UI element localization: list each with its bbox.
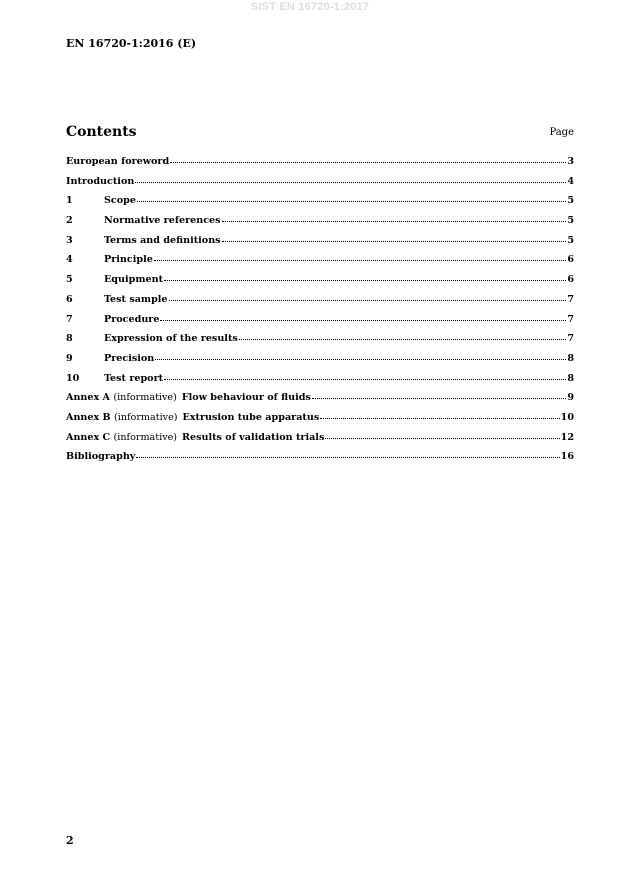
toc-entry-number: 2 bbox=[66, 215, 73, 227]
table-of-contents bbox=[66, 156, 574, 471]
toc-annex-label bbox=[66, 432, 182, 443]
toc-leader-dots bbox=[325, 435, 559, 439]
toc-entry-equipment[interactable] bbox=[66, 274, 574, 294]
annex-qualifier: (informative) bbox=[113, 431, 178, 443]
contents-heading: Contents bbox=[66, 124, 137, 140]
toc-entry-number: 9 bbox=[66, 352, 73, 364]
toc-leader-dots bbox=[170, 159, 566, 163]
toc-entry-introduction[interactable] bbox=[66, 176, 574, 196]
page-number: 2 bbox=[66, 834, 74, 847]
toc-leader-dots bbox=[137, 198, 566, 202]
toc-entry-page: 6 bbox=[567, 254, 574, 266]
toc-leader-dots bbox=[135, 179, 566, 183]
toc-leader-dots bbox=[320, 415, 559, 419]
toc-entry-page: 7 bbox=[567, 333, 574, 345]
toc-entry-page: 5 bbox=[567, 195, 574, 207]
annex-id: Annex A bbox=[66, 392, 111, 404]
annex-id: Annex C bbox=[66, 431, 111, 443]
toc-entry-principle[interactable] bbox=[66, 254, 574, 274]
toc-annex-label bbox=[66, 412, 183, 423]
page-column-label: Page bbox=[549, 127, 574, 138]
toc-entry-title: Extrusion tube apparatus bbox=[182, 411, 320, 423]
toc-entry-number: 10 bbox=[66, 372, 80, 384]
toc-leader-dots bbox=[169, 297, 567, 301]
toc-entry-title: Test report bbox=[104, 372, 164, 384]
toc-entry-number: 1 bbox=[66, 195, 73, 207]
toc-entry-number: 3 bbox=[66, 234, 73, 246]
toc-entry-title: Bibliography bbox=[66, 451, 136, 463]
toc-entry-page: 5 bbox=[567, 215, 574, 227]
toc-leader-dots bbox=[239, 336, 567, 340]
toc-entry-foreword[interactable] bbox=[66, 156, 574, 176]
toc-leader-dots bbox=[222, 218, 567, 222]
toc-entry-page: 9 bbox=[567, 392, 574, 404]
toc-leader-dots bbox=[155, 356, 566, 360]
toc-leader-dots bbox=[164, 376, 566, 380]
toc-leader-dots bbox=[164, 277, 566, 281]
toc-entry-scope[interactable] bbox=[66, 195, 574, 215]
toc-entry-number: 7 bbox=[66, 313, 73, 325]
toc-entry-expression-of-results[interactable] bbox=[66, 333, 574, 353]
toc-entry-page: 5 bbox=[567, 234, 574, 246]
toc-entry-page: 3 bbox=[567, 156, 574, 167]
toc-entry-procedure[interactable] bbox=[66, 314, 574, 334]
annex-id: Annex B bbox=[66, 411, 111, 423]
toc-entry-page: 16 bbox=[560, 451, 574, 463]
toc-leader-dots bbox=[136, 454, 559, 458]
document-header: EN 16720-1:2016 (E) bbox=[66, 37, 197, 50]
toc-leader-dots bbox=[312, 395, 566, 399]
toc-entry-title: Terms and definitions bbox=[104, 234, 221, 246]
toc-entry-annex-c[interactable] bbox=[66, 432, 574, 452]
toc-entry-title: Flow behaviour of fluids bbox=[181, 392, 311, 404]
toc-entry-title: Normative references bbox=[104, 215, 221, 227]
watermark: SIST EN 16720-1:2017 bbox=[250, 1, 370, 13]
toc-entry-number: 4 bbox=[66, 254, 73, 266]
toc-entry-page: 8 bbox=[567, 372, 574, 384]
toc-entry-title: Procedure bbox=[104, 313, 160, 325]
toc-entry-title: Scope bbox=[104, 195, 136, 207]
toc-entry-page: 7 bbox=[567, 293, 574, 305]
toc-entry-bibliography[interactable] bbox=[66, 451, 574, 471]
toc-entry-annex-a[interactable] bbox=[66, 392, 574, 412]
toc-entry-page: 6 bbox=[567, 274, 574, 286]
toc-entry-terms-and-definitions[interactable] bbox=[66, 235, 574, 255]
toc-leader-dots bbox=[222, 238, 567, 242]
toc-entry-page: 8 bbox=[567, 352, 574, 364]
annex-qualifier: (informative) bbox=[114, 411, 178, 423]
toc-entry-title: Expression of the results bbox=[104, 333, 238, 345]
toc-entry-page: 7 bbox=[567, 313, 574, 325]
toc-entry-title: Precision bbox=[104, 352, 155, 364]
toc-entry-normative-references[interactable] bbox=[66, 215, 574, 235]
toc-entry-title: European foreword bbox=[66, 156, 170, 167]
toc-entry-test-sample[interactable] bbox=[66, 294, 574, 314]
toc-entry-page: 4 bbox=[567, 175, 574, 187]
toc-entry-annex-b[interactable] bbox=[66, 412, 574, 432]
toc-entry-page: 10 bbox=[560, 411, 574, 423]
toc-entry-precision[interactable] bbox=[66, 353, 574, 373]
toc-entry-title: Test sample bbox=[104, 293, 168, 305]
toc-entry-number: 6 bbox=[66, 293, 73, 305]
toc-entry-title: Principle bbox=[104, 254, 153, 266]
toc-entry-number: 5 bbox=[66, 274, 73, 286]
annex-qualifier: (informative) bbox=[113, 392, 177, 404]
toc-entry-number: 8 bbox=[66, 333, 73, 345]
toc-entry-title: Results of validation trials bbox=[182, 431, 325, 443]
toc-entry-test-report[interactable] bbox=[66, 373, 574, 393]
toc-entry-page: 12 bbox=[560, 431, 574, 443]
toc-entry-title: Equipment bbox=[104, 274, 164, 286]
toc-annex-label bbox=[66, 392, 182, 403]
toc-entry-title: Introduction bbox=[66, 175, 135, 187]
toc-leader-dots bbox=[154, 257, 566, 261]
toc-leader-dots bbox=[160, 317, 566, 321]
